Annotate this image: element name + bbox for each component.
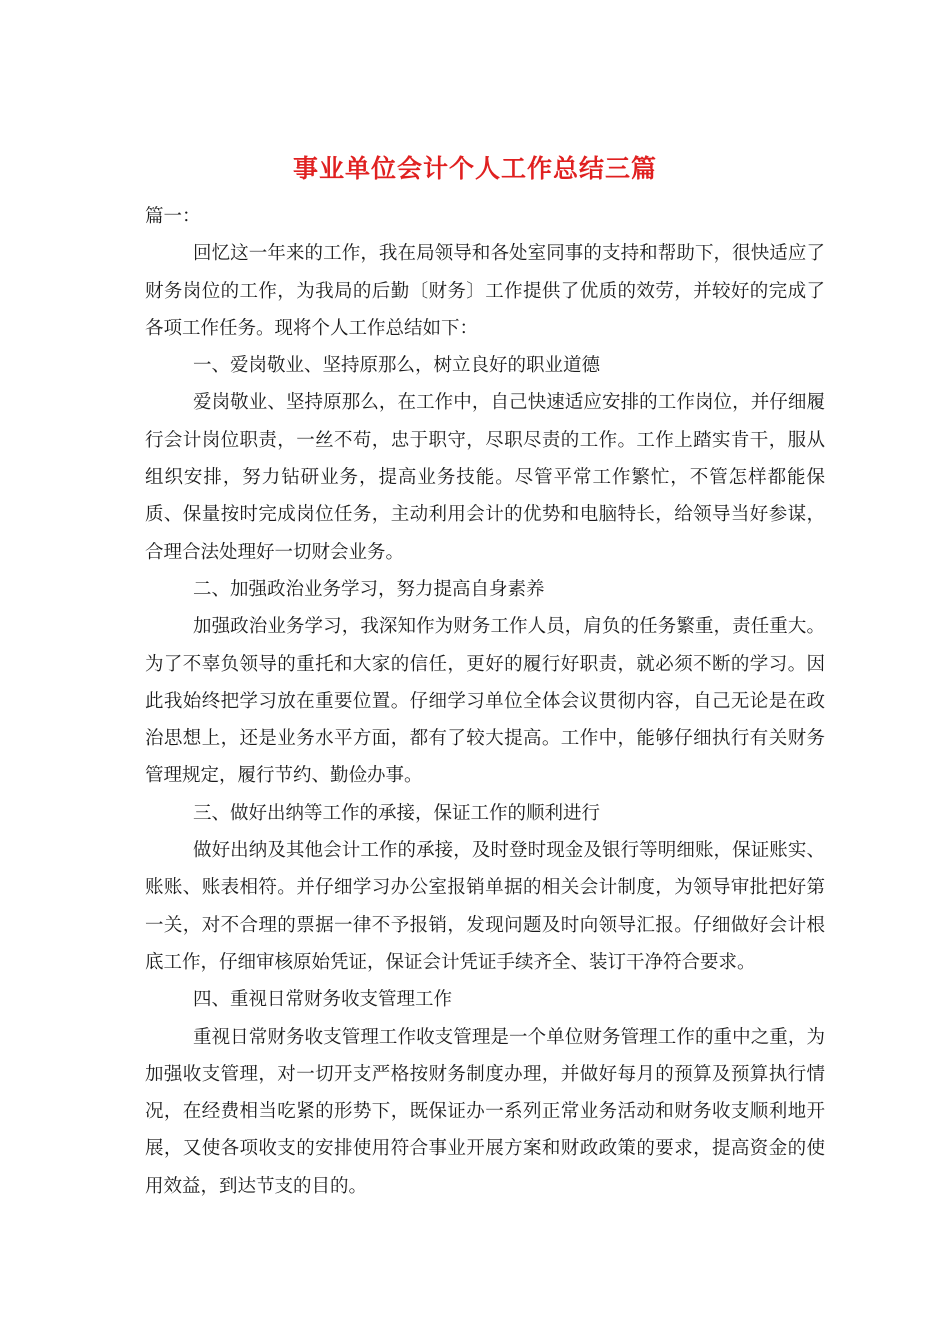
body-paragraph-2: 加强政治业务学习，我深知作为财务工作人员，肩负的任务繁重，责任重大。为了不辜负领导的重托和大家的信任，更好的履行好职责，就必须不断的学习。因此我始终把学习放在重要位置。仔细学习单位全体会议贯彻内容，自己无论是在政治思想上，还是业务水平方面，都有了较大提高。工作中，能够仔细执行有关财务管理规定，履行节约、勤俭办事。 [145,616,825,787]
section-label: 篇一： [145,206,201,227]
body-paragraph-1: 爱岗敬业、坚持原那么，在工作中，自己快速适应安排的工作岗位，并仔细履行会计岗位职责，一丝不苟，忠于职守，尽职尽责的工作。工作上踏实肯干，服从组织安排，努力钻研业务，提高业务技能。尽管平常工作繁忙，不管怎样都能保质、保量按时完成岗位任务，主动利用会计的优势和电脑特长，给领导当好参谋，合理合法处理好一切财会业务。 [145,392,825,563]
body-paragraph-intro: 回忆这一年来的工作，我在局领导和各处室同事的支持和帮助下，很快适应了财务岗位的工作，为我局的后勤〔财务〕工作提供了优质的效劳，并较好的完成了各项工作任务。现将个人工作总结如下： [145,243,825,339]
section-heading-1: 一、爱岗敬业、坚持原那么，树立良好的职业道德 [193,355,601,377]
section-heading-2: 二、加强政治业务学习，努力提高自身素养 [193,578,545,600]
section-heading-3: 三、做好出纳等工作的承接，保证工作的顺利进行 [193,802,601,824]
document-title: 事业单位会计个人工作总结三篇 [292,154,657,183]
section-heading-4: 四、重视日常财务收支管理工作 [193,989,453,1011]
body-paragraph-4: 重视日常财务收支管理工作收支管理是一个单位财务管理工作的重中之重，为加强收支管理，对一切开支严格按财务制度办理，并做好每月的预算及预算执行情况，在经费相当吃紧的形势下，既保证办一系列正常业务活动和财务收支顺利地开展，又使各项收支的安排使用符合事业开展方案和财政政策的要求，提高资金的使用效益，到达节支的目的。 [145,1026,825,1197]
document-body [145,198,825,1205]
body-paragraph-3: 做好出纳及其他会计工作的承接，及时登时现金及银行等明细账，保证账实、账账、账表相符。并仔细学习办公室报销单据的相关会计制度，为领导审批把好第一关，对不合理的票据一律不予报销，发现问题及时向领导汇报。仔细做好会计根底工作，仔细审核原始凭证，保证会计凭证手续齐全、装订干净符合要求。 [145,840,825,973]
